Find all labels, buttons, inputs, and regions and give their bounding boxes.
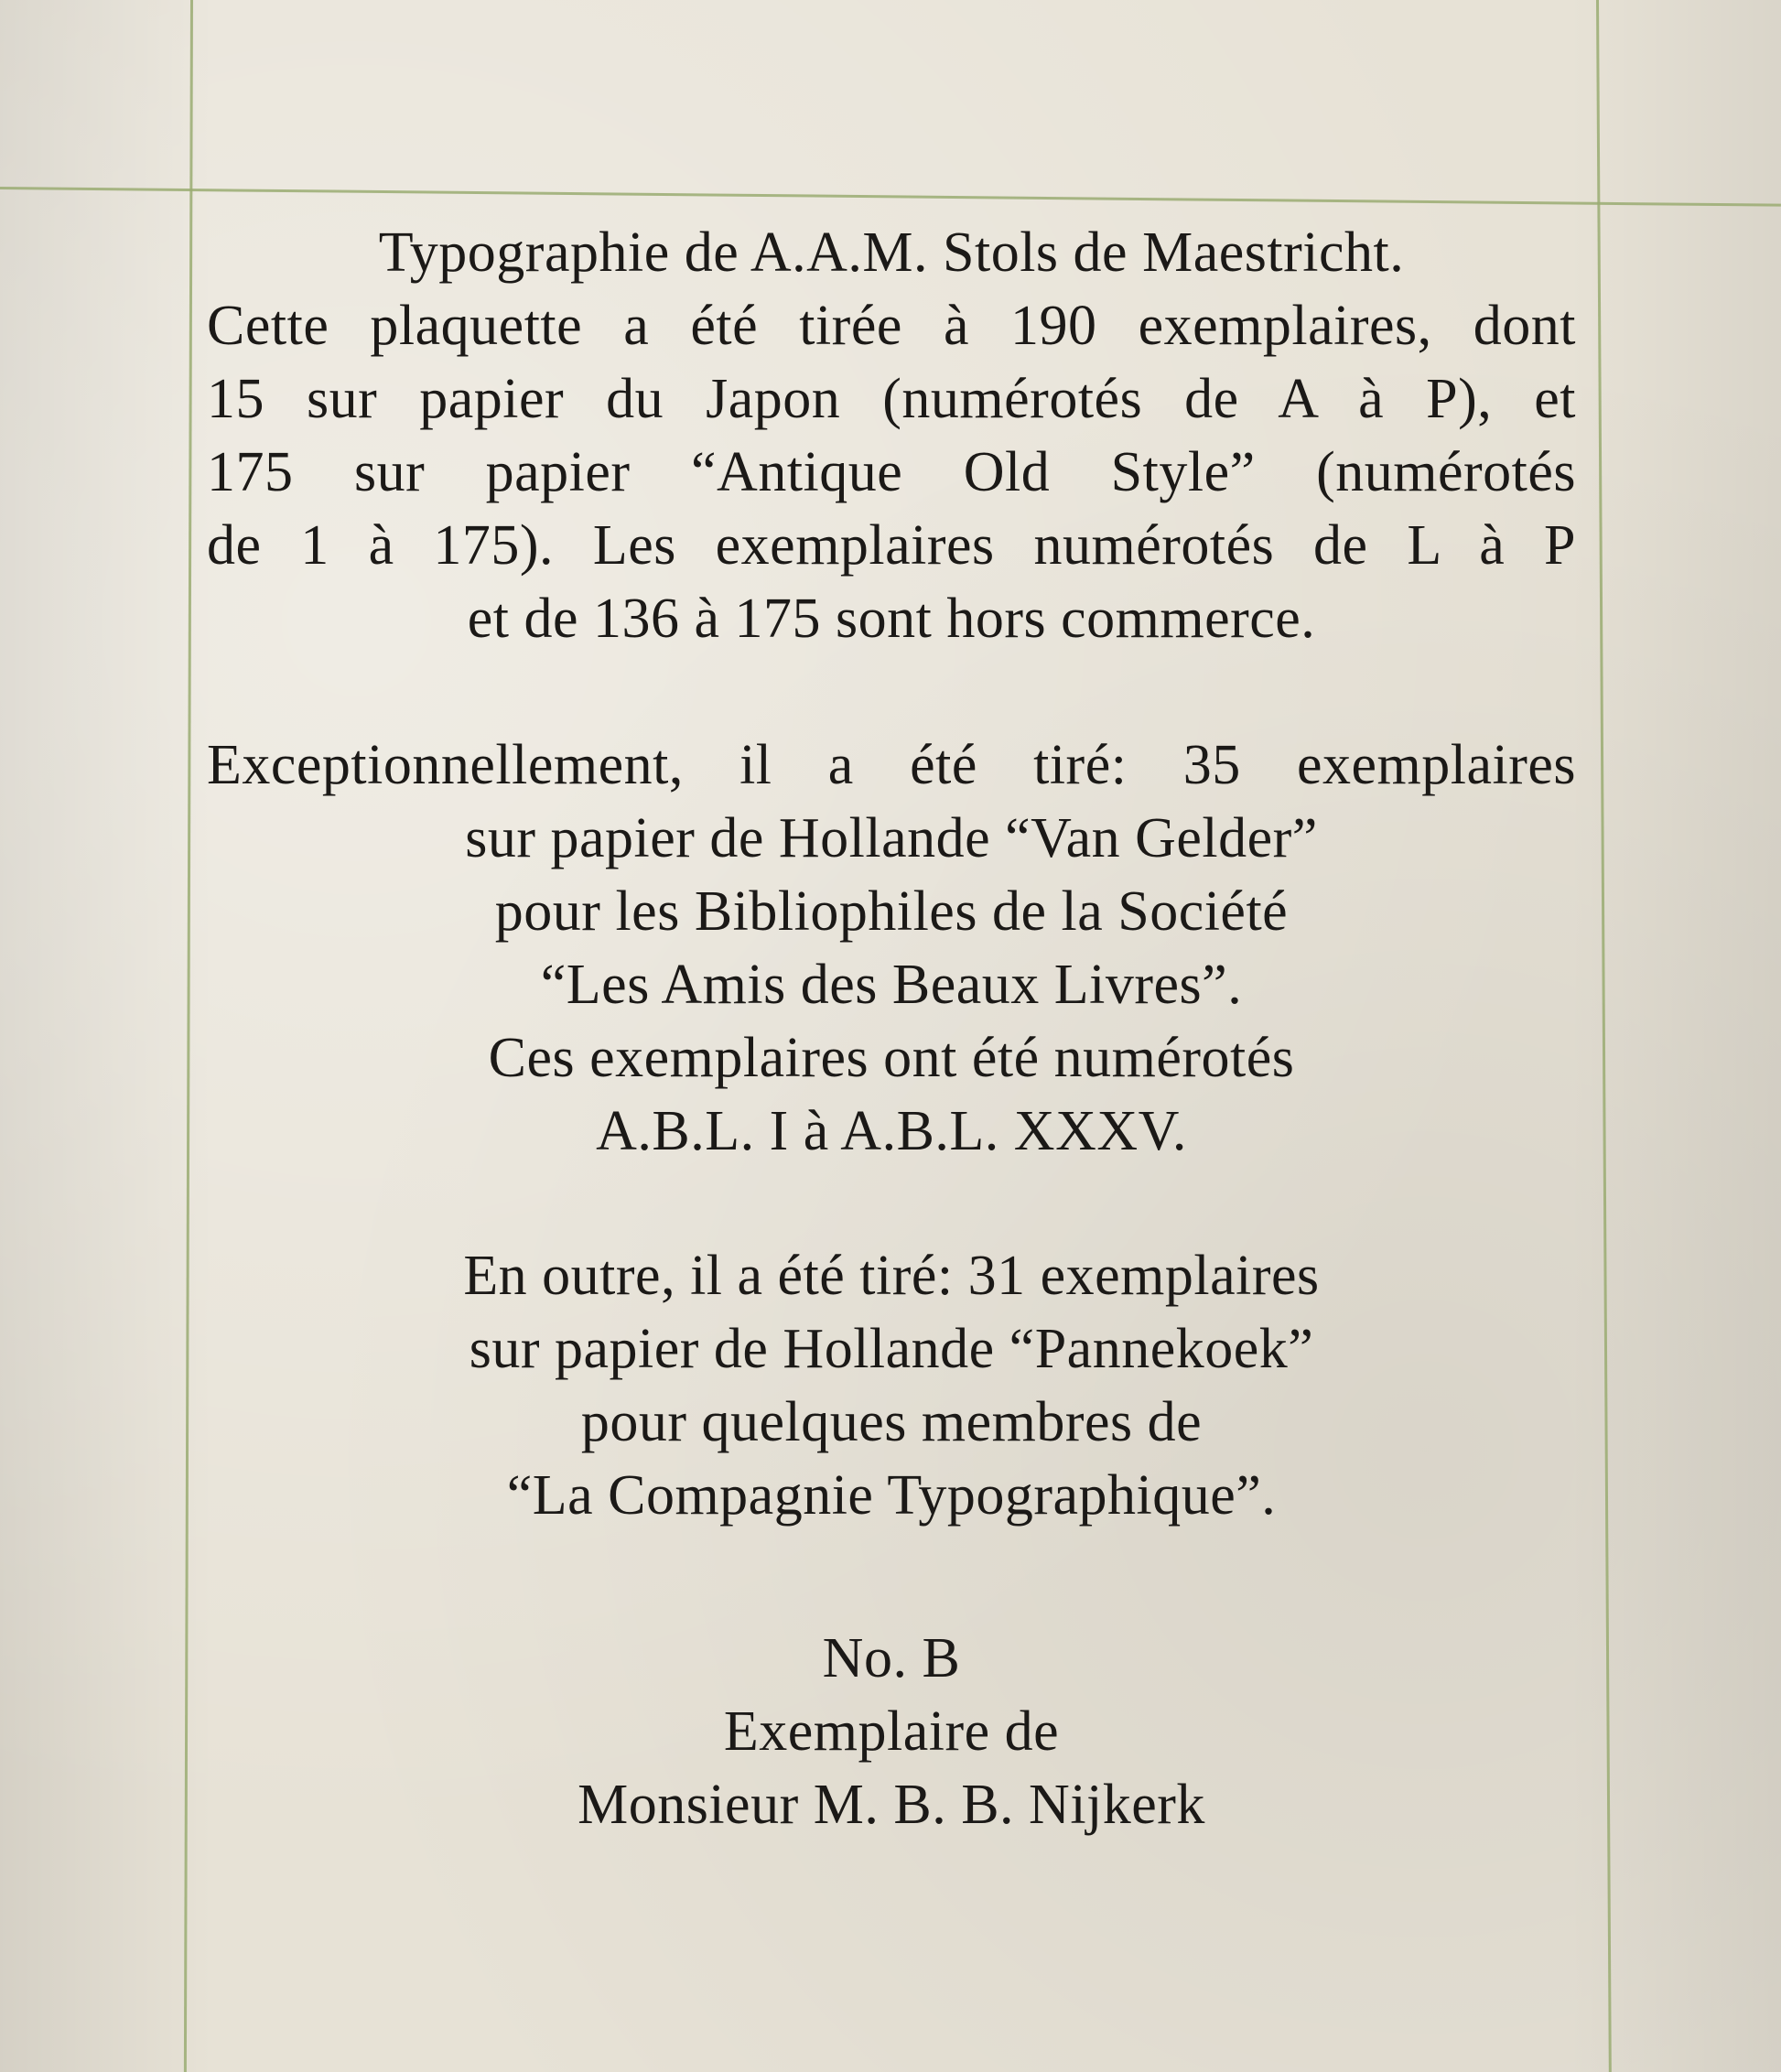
outre-line: “La Compagnie Typographique”. [506,1464,1277,1527]
colophon-line: 175 sur papier “Antique Old Style” (numérotés [207,441,1576,503]
copy-owner-label: Exemplaire de [723,1700,1060,1763]
copy-owner-name: Monsieur M. B. B. Nijkerk [577,1774,1205,1836]
colophon-paragraph [207,216,1576,655]
exceptional-line: pour les Bibliophiles de la Société [494,880,1289,943]
exceptional-line: A.B.L. I à A.B.L. XXXV. [596,1100,1187,1162]
outre-line: pour quelques membres de [580,1391,1203,1453]
additional-copies-paragraph [207,1239,1576,1532]
exceptional-line: Ces exemplaires ont été numérotés [488,1027,1295,1089]
colophon-line: Typographie de A.A.M. Stols de Maestricht. [378,221,1405,284]
colophon-line: 15 sur papier du Japon (numérotés de A à P), et [207,368,1576,430]
outre-line: sur papier de Hollande “Pannekoek” [469,1318,1314,1380]
exceptional-line: sur papier de Hollande “Van Gelder” [465,807,1318,869]
exceptional-line: Exceptionnellement, il a été tiré: 35 exemplaires [207,734,1576,796]
colophon-line: de 1 à 175). Les exemplaires numérotés de L à P [207,514,1576,577]
copy-number-block [207,1622,1576,1841]
exceptional-copies-paragraph [207,728,1576,1168]
right-margin-rule [1596,0,1612,2072]
copy-number-label: No. B [822,1627,961,1689]
top-margin-rule [0,187,1781,207]
colophon-line: et de 136 à 175 sont hors commerce. [467,588,1316,650]
exceptional-line: “Les Amis des Beaux Livres”. [540,954,1243,1016]
outre-line: En outre, il a été tiré: 31 exemplaires [463,1245,1320,1307]
colophon-line: Cette plaquette a été tirée à 190 exemplaires, dont [207,295,1576,357]
left-margin-rule [184,0,193,2072]
